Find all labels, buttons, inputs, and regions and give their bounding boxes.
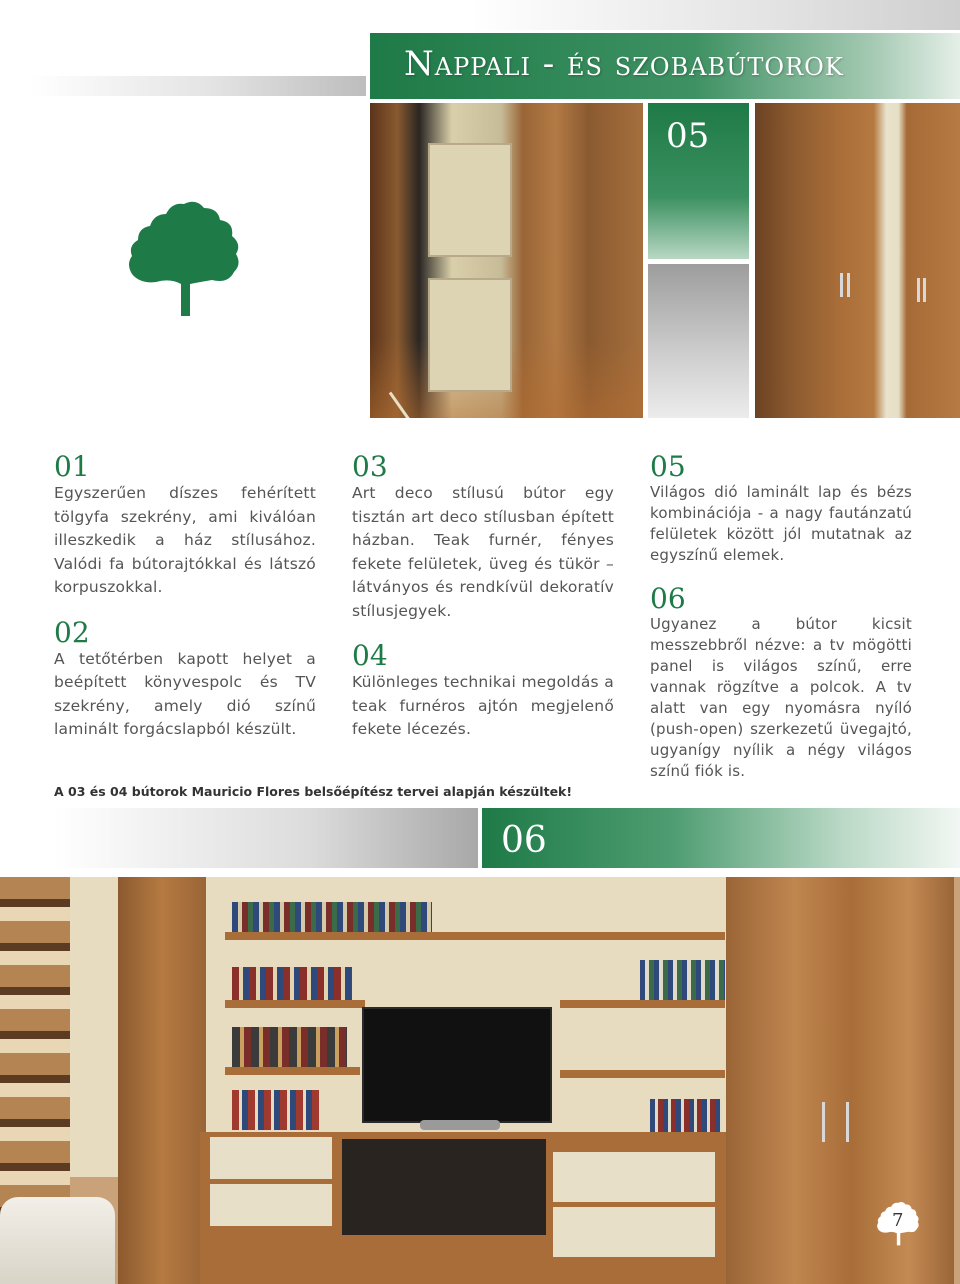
section-05-number: 05	[650, 450, 686, 483]
header-gray-band	[470, 0, 960, 30]
section-04-text: Különleges technikai megoldás a teak furnéros ajtón megjelenő fekete lécezés.	[352, 673, 614, 738]
tree-icon	[126, 198, 242, 316]
page-number: 7	[892, 1210, 904, 1231]
section-03-text: Art deco stílusú bútor egy tisztán art deco stílusban épített házban. Teak furnér, fényes fekete felületek, üveg és tükör – látványos és rendkívül dekoratív stílusjegyek.	[352, 484, 614, 620]
left-gray-band	[30, 76, 366, 96]
section-02-text: A tetőtérben kapott helyet a beépített könyvespolc és TV szekrény, amely dió színű laminált forgácslapból készült.	[54, 649, 316, 738]
lower-gray-band	[54, 808, 478, 868]
gray-tile	[648, 264, 749, 418]
photo-tv-unit	[0, 877, 960, 1284]
section-06-bar	[482, 808, 960, 868]
section-03-number: 03	[352, 450, 388, 483]
section-05-tile-number: 05	[666, 116, 710, 156]
page-title: Nappali - és szobabútorok	[404, 44, 844, 84]
section-06-number: 06	[650, 582, 686, 615]
section-06-text: Ugyanez a bútor kicsit messzebbről nézve: a tv mögötti panel is világos színű, erre vannak rögzítve a polcok. A tv alatt van egy nyomásra nyíló (push-open) szerkezetű üvegajtó, ugyanígy nyílik a négy világos színű fiók is.	[650, 615, 912, 780]
photo-wardrobe-full	[755, 103, 960, 418]
text-column-left	[54, 452, 316, 742]
section-01-text: Egyszerűen díszes fehérített tölgyfa szekrény, ami kiválóan illeszkedik a ház stílusához. Valódi fa bútorajtókkal és látszó korpuszokkal.	[54, 484, 316, 596]
section-06-bar-number: 06	[501, 820, 547, 861]
section-02-number: 02	[54, 615, 90, 649]
section-05-text: Világos dió laminált lap és bézs kombinációja - a nagy fautánzatú felületek között jól mutatnak az egyszínű elemek.	[650, 483, 912, 564]
photo-wardrobe-closeup	[370, 103, 643, 418]
text-column-middle	[352, 452, 614, 742]
section-01-number: 01	[54, 450, 90, 483]
text-column-right	[650, 452, 912, 782]
designer-credit: A 03 és 04 bútorok Mauricio Flores belsőépítész tervei alapján készültek!	[54, 784, 573, 799]
section-04-number: 04	[352, 639, 388, 672]
